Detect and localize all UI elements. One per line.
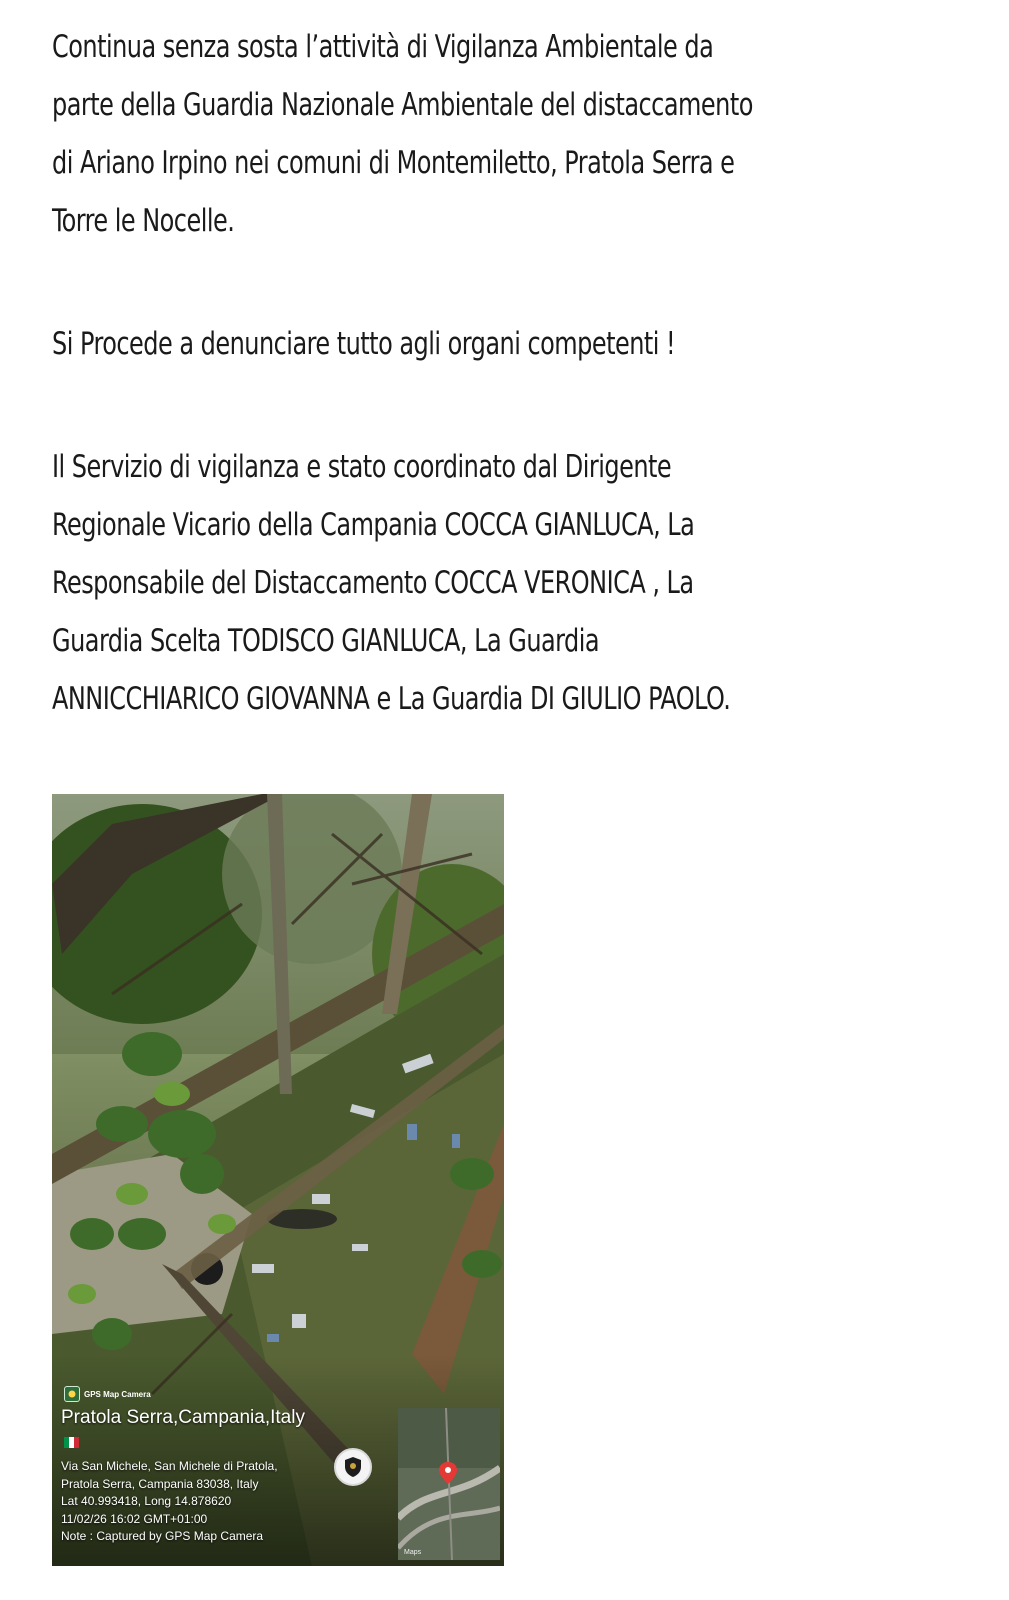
text-line: Guardia Scelta TODISCO GIANLUCA, La Guardia [52,623,600,659]
gps-address-line: Via San Michele, San Michele di Pratola, [61,1459,278,1473]
text-line: ANNICCHIARICO GIOVANNA e La Guardia DI GIULIO PAOLO. [52,681,731,717]
paragraph-intro [52,18,952,250]
evidence-photo[interactable] [52,794,504,1566]
text-line: parte della Guardia Nazionale Ambientale del distaccamento [52,87,753,123]
gps-info-block [61,1458,331,1546]
gps-place-title: Pratola Serra,Campania,Italy [61,1407,305,1428]
paragraph-team [52,438,952,728]
gps-coordinates: Lat 40.993418, Long 14.878620 [61,1494,232,1508]
text-line: Si Procede a denunciare tutto agli organi competenti ! [52,326,676,362]
gps-brand [64,1386,151,1402]
text-line: Torre le Nocelle. [52,203,235,239]
paragraph-statement [52,315,952,373]
text-line: Responsabile del Distaccamento COCCA VERONICA , La [52,565,694,601]
text-line: Continua senza sosta l’attività di Vigilanza Ambientale da [52,29,714,65]
gps-address-line: Pratola Serra, Campania 83038, Italy [61,1476,259,1491]
text-line: di Ariano Irpino nei comuni di Montemiletto, Pratola Serra e [52,145,735,181]
shield-badge-icon [334,1448,372,1486]
gps-camera-logo-icon [64,1386,80,1402]
gps-note: Note : Captured by GPS Map Camera [61,1529,264,1543]
text-line: Il Servizio di vigilanza e stato coordinato dal Dirigente [52,449,672,485]
italy-flag-icon [64,1437,79,1448]
gps-map-thumbnail[interactable] [398,1408,500,1560]
map-label: Maps [404,1549,422,1556]
text-line: Regionale Vicario della Campania COCCA GIANLUCA, La [52,507,695,543]
gps-timestamp: 11/02/26 16:02 GMT+01:00 [61,1511,208,1526]
gps-brand-label: GPS Map Camera [84,1389,151,1399]
map-thumbnail-image [398,1408,500,1560]
